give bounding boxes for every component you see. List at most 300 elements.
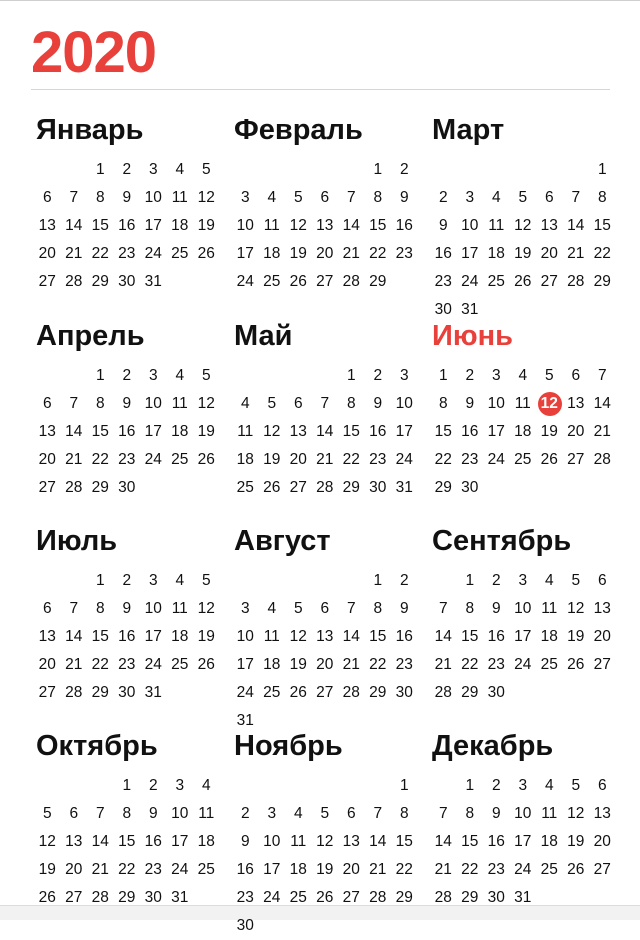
day-cell[interactable]: 29 — [395, 889, 413, 906]
day-cell[interactable]: 31 — [395, 479, 413, 496]
day-cell[interactable]: 1 — [465, 572, 475, 589]
day-cell[interactable]: 24 — [171, 861, 189, 878]
day-cell[interactable]: 23 — [487, 861, 505, 878]
day-cell[interactable]: 1 — [438, 367, 448, 384]
day-cell[interactable]: 25 — [289, 889, 307, 906]
day-cell[interactable]: 12 — [197, 600, 215, 617]
day-cell[interactable]: 15 — [434, 423, 452, 440]
day-cell[interactable]: 24 — [144, 245, 162, 262]
day-cell[interactable]: 6 — [69, 805, 79, 822]
day-cell[interactable]: 6 — [571, 367, 581, 384]
day-cell[interactable]: 10 — [144, 395, 162, 412]
day-cell[interactable]: 6 — [544, 189, 554, 206]
day-cell[interactable]: 11 — [514, 395, 531, 412]
day-cell[interactable]: 19 — [567, 833, 585, 850]
day-cell[interactable]: 14 — [567, 217, 585, 234]
day-cell[interactable]: 3 — [518, 572, 528, 589]
day-cell[interactable]: 17 — [514, 628, 532, 645]
day-cell[interactable]: 20 — [38, 656, 56, 673]
day-cell[interactable]: 19 — [263, 451, 281, 468]
day-cell[interactable]: 7 — [346, 600, 356, 617]
day-cell[interactable]: 10 — [236, 217, 254, 234]
day-cell[interactable]: 7 — [571, 189, 581, 206]
day-cell[interactable]: 17 — [144, 423, 162, 440]
day-cell[interactable]: 27 — [342, 889, 360, 906]
day-cell[interactable]: 1 — [373, 161, 383, 178]
day-cell[interactable]: 25 — [514, 451, 532, 468]
day-cell[interactable]: 20 — [316, 245, 334, 262]
day-cell[interactable]: 11 — [237, 423, 254, 440]
day-cell[interactable]: 14 — [434, 833, 452, 850]
day-cell[interactable]: 5 — [42, 805, 52, 822]
day-cell[interactable]: 9 — [438, 217, 448, 234]
day-cell[interactable]: 19 — [514, 245, 532, 262]
day-cell[interactable]: 16 — [434, 245, 452, 262]
day-cell[interactable]: 11 — [488, 217, 505, 234]
day-cell[interactable]: 22 — [369, 245, 387, 262]
day-cell[interactable]: 2 — [399, 572, 409, 589]
day-cell[interactable]: 4 — [240, 395, 250, 412]
day-cell[interactable]: 1 — [597, 161, 607, 178]
day-cell[interactable]: 5 — [571, 572, 581, 589]
day-cell[interactable]: 3 — [148, 572, 158, 589]
day-cell[interactable]: 26 — [567, 656, 585, 673]
day-cell[interactable]: 9 — [122, 600, 132, 617]
day-cell[interactable]: 24 — [461, 273, 479, 290]
day-cell[interactable]: 18 — [197, 833, 215, 850]
day-cell[interactable]: 5 — [201, 367, 211, 384]
day-cell[interactable]: 3 — [491, 367, 501, 384]
day-cell[interactable]: 30 — [434, 301, 452, 318]
day-cell[interactable]: 24 — [236, 684, 254, 701]
day-cell[interactable]: 2 — [399, 161, 409, 178]
day-cell[interactable]: 31 — [236, 712, 254, 729]
day-cell[interactable]: 6 — [42, 600, 52, 617]
day-cell[interactable]: 1 — [465, 777, 475, 794]
day-cell[interactable]: 19 — [540, 423, 558, 440]
day-cell[interactable]: 14 — [369, 833, 387, 850]
day-cell[interactable]: 23 — [461, 451, 479, 468]
day-cell[interactable]: 16 — [395, 217, 413, 234]
day-cell[interactable]: 10 — [263, 833, 281, 850]
day-cell[interactable]: 4 — [267, 600, 277, 617]
day-cell[interactable]: 1 — [95, 572, 105, 589]
day-cell[interactable]: 13 — [38, 217, 56, 234]
day-cell[interactable]: 26 — [540, 451, 558, 468]
day-cell[interactable]: 1 — [346, 367, 356, 384]
day-cell[interactable]: 5 — [267, 395, 277, 412]
day-cell[interactable]: 26 — [197, 656, 215, 673]
month-4[interactable] — [34, 318, 219, 518]
day-cell[interactable]: 23 — [236, 889, 254, 906]
day-cell[interactable]: 2 — [373, 367, 383, 384]
day-cell[interactable]: 15 — [91, 217, 109, 234]
day-cell[interactable]: 4 — [175, 161, 185, 178]
day-cell[interactable]: 23 — [434, 273, 452, 290]
day-cell[interactable]: 16 — [369, 423, 387, 440]
day-cell[interactable]: 20 — [540, 245, 558, 262]
day-cell[interactable]: 3 — [399, 367, 409, 384]
day-cell[interactable]: 4 — [293, 805, 303, 822]
day-cell[interactable]: 27 — [38, 273, 56, 290]
day-cell[interactable]: 11 — [171, 395, 188, 412]
day-cell[interactable]: 30 — [118, 684, 136, 701]
day-cell[interactable]: 24 — [263, 889, 281, 906]
day-cell[interactable]: 30 — [461, 479, 479, 496]
day-cell[interactable]: 27 — [316, 273, 334, 290]
day-cell[interactable]: 8 — [346, 395, 356, 412]
day-cell[interactable]: 12 — [567, 600, 585, 617]
day-cell[interactable]: 21 — [369, 861, 387, 878]
day-cell[interactable]: 18 — [487, 245, 505, 262]
day-cell[interactable]: 23 — [118, 245, 136, 262]
day-cell[interactable]: 10 — [171, 805, 189, 822]
day-cell[interactable]: 11 — [263, 628, 280, 645]
day-cell[interactable]: 17 — [514, 833, 532, 850]
day-cell[interactable]: 14 — [65, 628, 83, 645]
day-cell[interactable]: 29 — [461, 889, 479, 906]
day-cell[interactable]: 2 — [122, 367, 132, 384]
day-cell[interactable]: 21 — [91, 861, 109, 878]
day-cell[interactable]: 27 — [289, 479, 307, 496]
day-cell[interactable]: 1 — [399, 777, 409, 794]
day-cell[interactable]: 22 — [91, 656, 109, 673]
day-cell[interactable]: 21 — [342, 245, 360, 262]
day-cell[interactable]: 16 — [118, 423, 136, 440]
day-cell[interactable]: 27 — [540, 273, 558, 290]
day-cell[interactable]: 13 — [38, 423, 56, 440]
day-cell[interactable]: 1 — [122, 777, 132, 794]
day-cell[interactable]: 26 — [316, 889, 334, 906]
day-cell[interactable]: 21 — [434, 656, 452, 673]
day-cell[interactable]: 18 — [540, 833, 558, 850]
day-cell[interactable]: 2 — [491, 572, 501, 589]
day-cell[interactable]: 21 — [567, 245, 585, 262]
day-cell[interactable]: 11 — [541, 805, 558, 822]
day-cell[interactable]: 7 — [438, 600, 448, 617]
day-cell[interactable]: 9 — [148, 805, 158, 822]
day-cell[interactable]: 12 — [289, 628, 307, 645]
day-cell[interactable]: 25 — [263, 273, 281, 290]
day-cell[interactable]: 22 — [434, 451, 452, 468]
day-cell[interactable]: 20 — [316, 656, 334, 673]
day-cell[interactable]: 24 — [514, 861, 532, 878]
day-cell[interactable]: 23 — [118, 451, 136, 468]
month-3[interactable] — [430, 112, 615, 318]
day-cell[interactable]: 13 — [38, 628, 56, 645]
month-6[interactable] — [430, 318, 615, 518]
day-cell[interactable]: 19 — [289, 656, 307, 673]
day-cell[interactable]: 17 — [263, 861, 281, 878]
day-cell[interactable]: 10 — [461, 217, 479, 234]
day-cell[interactable]: 16 — [144, 833, 162, 850]
day-cell[interactable]: 6 — [320, 189, 330, 206]
day-cell[interactable]: 10 — [487, 395, 505, 412]
day-cell[interactable]: 8 — [399, 805, 409, 822]
day-cell[interactable]: 22 — [461, 656, 479, 673]
day-cell[interactable]: 14 — [593, 395, 611, 412]
day-cell[interactable]: 5 — [320, 805, 330, 822]
day-cell[interactable]: 5 — [544, 367, 554, 384]
day-cell[interactable]: 23 — [118, 656, 136, 673]
day-cell[interactable]: 26 — [514, 273, 532, 290]
day-cell[interactable]: 11 — [171, 600, 188, 617]
day-cell[interactable]: 9 — [491, 600, 501, 617]
day-cell[interactable]: 9 — [373, 395, 383, 412]
day-cell[interactable]: 3 — [267, 805, 277, 822]
day-cell[interactable]: 7 — [438, 805, 448, 822]
day-cell[interactable]: 21 — [434, 861, 452, 878]
day-cell[interactable]: 7 — [95, 805, 105, 822]
day-cell[interactable]: 20 — [38, 451, 56, 468]
day-cell[interactable]: 28 — [65, 273, 83, 290]
day-cell[interactable]: 22 — [369, 656, 387, 673]
day-cell[interactable]: 16 — [395, 628, 413, 645]
day-cell[interactable]: 1 — [95, 367, 105, 384]
day-cell[interactable]: 28 — [434, 684, 452, 701]
day-cell[interactable]: 16 — [118, 628, 136, 645]
day-cell[interactable]: 26 — [567, 861, 585, 878]
day-cell[interactable]: 15 — [91, 628, 109, 645]
day-cell[interactable]: 5 — [571, 777, 581, 794]
day-cell[interactable]: 1 — [373, 572, 383, 589]
day-cell[interactable]: 27 — [593, 861, 611, 878]
day-cell[interactable]: 30 — [144, 889, 162, 906]
day-cell[interactable]: 8 — [373, 600, 383, 617]
month-9[interactable] — [430, 523, 615, 723]
day-cell[interactable]: 27 — [65, 889, 83, 906]
day-cell[interactable]: 20 — [38, 245, 56, 262]
day-cell[interactable]: 2 — [240, 805, 250, 822]
day-cell[interactable]: 13 — [65, 833, 83, 850]
month-11[interactable] — [232, 728, 417, 934]
day-cell[interactable]: 8 — [438, 395, 448, 412]
day-cell[interactable]: 23 — [369, 451, 387, 468]
day-cell[interactable]: 29 — [91, 273, 109, 290]
day-cell[interactable]: 10 — [514, 600, 532, 617]
day-cell[interactable]: 17 — [395, 423, 413, 440]
day-cell[interactable]: 18 — [171, 217, 189, 234]
day-cell[interactable]: 15 — [369, 217, 387, 234]
day-cell[interactable]: 9 — [122, 395, 132, 412]
day-cell[interactable]: 31 — [171, 889, 189, 906]
day-cell[interactable]: 18 — [289, 861, 307, 878]
day-cell[interactable]: 19 — [567, 628, 585, 645]
month-5[interactable] — [232, 318, 417, 518]
day-cell[interactable]: 30 — [236, 917, 254, 934]
day-cell[interactable]: 2 — [438, 189, 448, 206]
year-title[interactable]: 2020 — [31, 20, 157, 85]
day-cell[interactable]: 22 — [91, 451, 109, 468]
day-cell[interactable]: 13 — [593, 600, 611, 617]
day-cell[interactable]: 21 — [342, 656, 360, 673]
day-cell[interactable]: 27 — [593, 656, 611, 673]
day-cell[interactable]: 25 — [171, 656, 189, 673]
day-cell[interactable]: 3 — [148, 161, 158, 178]
day-cell[interactable]: 25 — [171, 245, 189, 262]
day-cell[interactable]: 29 — [91, 479, 109, 496]
day-cell[interactable]: 28 — [65, 684, 83, 701]
day-cell[interactable]: 14 — [342, 628, 360, 645]
day-cell[interactable]: 8 — [122, 805, 132, 822]
day-cell[interactable]: 23 — [395, 656, 413, 673]
day-cell[interactable]: 10 — [144, 189, 162, 206]
day-cell[interactable]: 15 — [593, 217, 611, 234]
day-cell[interactable]: 28 — [567, 273, 585, 290]
day-cell[interactable]: 26 — [197, 451, 215, 468]
day-cell[interactable]: 26 — [263, 479, 281, 496]
day-cell[interactable]: 9 — [240, 833, 250, 850]
day-cell[interactable]: 1 — [95, 161, 105, 178]
day-cell[interactable]: 2 — [148, 777, 158, 794]
today-day-cell[interactable]: 12 — [536, 390, 563, 418]
day-cell[interactable]: 4 — [175, 572, 185, 589]
day-cell[interactable]: 6 — [42, 395, 52, 412]
day-cell[interactable]: 24 — [487, 451, 505, 468]
day-cell[interactable]: 10 — [236, 628, 254, 645]
day-cell[interactable]: 16 — [461, 423, 479, 440]
day-cell[interactable]: 12 — [316, 833, 334, 850]
day-cell[interactable]: 11 — [171, 189, 188, 206]
day-cell[interactable]: 5 — [201, 572, 211, 589]
day-cell[interactable]: 7 — [346, 189, 356, 206]
day-cell[interactable]: 11 — [198, 805, 215, 822]
day-cell[interactable]: 13 — [593, 805, 611, 822]
day-cell[interactable]: 22 — [342, 451, 360, 468]
day-cell[interactable]: 24 — [144, 451, 162, 468]
day-cell[interactable]: 14 — [316, 423, 334, 440]
day-cell[interactable]: 13 — [540, 217, 558, 234]
day-cell[interactable]: 3 — [240, 600, 250, 617]
day-cell[interactable]: 20 — [289, 451, 307, 468]
day-cell[interactable]: 29 — [369, 684, 387, 701]
day-cell[interactable]: 9 — [399, 600, 409, 617]
day-cell[interactable]: 3 — [518, 777, 528, 794]
day-cell[interactable]: 30 — [118, 273, 136, 290]
day-cell[interactable]: 29 — [118, 889, 136, 906]
month-8[interactable] — [232, 523, 417, 729]
day-cell[interactable]: 9 — [465, 395, 475, 412]
day-cell[interactable]: 29 — [369, 273, 387, 290]
day-cell[interactable]: 10 — [144, 600, 162, 617]
day-cell[interactable]: 28 — [369, 889, 387, 906]
day-cell[interactable]: 16 — [236, 861, 254, 878]
day-cell[interactable]: 23 — [144, 861, 162, 878]
day-cell[interactable]: 19 — [197, 423, 215, 440]
day-cell[interactable]: 6 — [42, 189, 52, 206]
day-cell[interactable]: 21 — [316, 451, 334, 468]
day-cell[interactable]: 23 — [487, 656, 505, 673]
day-cell[interactable]: 28 — [342, 684, 360, 701]
day-cell[interactable]: 17 — [171, 833, 189, 850]
day-cell[interactable]: 4 — [175, 367, 185, 384]
day-cell[interactable]: 17 — [236, 656, 254, 673]
day-cell[interactable]: 17 — [487, 423, 505, 440]
day-cell[interactable]: 25 — [487, 273, 505, 290]
day-cell[interactable]: 4 — [544, 777, 554, 794]
day-cell[interactable]: 2 — [122, 161, 132, 178]
day-cell[interactable]: 7 — [69, 395, 79, 412]
day-cell[interactable]: 12 — [197, 395, 215, 412]
day-cell[interactable]: 17 — [461, 245, 479, 262]
day-cell[interactable]: 19 — [316, 861, 334, 878]
day-cell[interactable]: 16 — [487, 628, 505, 645]
day-cell[interactable]: 18 — [236, 451, 254, 468]
day-cell[interactable]: 24 — [395, 451, 413, 468]
day-cell[interactable]: 7 — [69, 600, 79, 617]
day-cell[interactable]: 29 — [461, 684, 479, 701]
day-cell[interactable]: 6 — [597, 572, 607, 589]
day-cell[interactable]: 27 — [567, 451, 585, 468]
day-cell[interactable]: 15 — [461, 833, 479, 850]
day-cell[interactable]: 22 — [593, 245, 611, 262]
day-cell[interactable]: 6 — [346, 805, 356, 822]
day-cell[interactable]: 20 — [65, 861, 83, 878]
day-cell[interactable]: 21 — [65, 656, 83, 673]
day-cell[interactable]: 20 — [593, 833, 611, 850]
day-cell[interactable]: 19 — [289, 245, 307, 262]
day-cell[interactable]: 14 — [434, 628, 452, 645]
day-cell[interactable]: 28 — [342, 273, 360, 290]
day-cell[interactable]: 26 — [197, 245, 215, 262]
day-cell[interactable]: 7 — [320, 395, 330, 412]
day-cell[interactable]: 23 — [395, 245, 413, 262]
day-cell[interactable]: 29 — [434, 479, 452, 496]
day-cell[interactable]: 4 — [518, 367, 528, 384]
day-cell[interactable]: 17 — [144, 217, 162, 234]
day-cell[interactable]: 30 — [118, 479, 136, 496]
day-cell[interactable]: 16 — [118, 217, 136, 234]
day-cell[interactable]: 18 — [263, 245, 281, 262]
day-cell[interactable]: 30 — [395, 684, 413, 701]
day-cell[interactable]: 9 — [399, 189, 409, 206]
day-cell[interactable]: 30 — [487, 889, 505, 906]
day-cell[interactable]: 26 — [38, 889, 56, 906]
day-cell[interactable]: 16 — [487, 833, 505, 850]
day-cell[interactable]: 28 — [593, 451, 611, 468]
day-cell[interactable]: 31 — [144, 684, 162, 701]
day-cell[interactable]: 8 — [95, 189, 105, 206]
day-cell[interactable]: 5 — [201, 161, 211, 178]
month-10[interactable] — [34, 728, 219, 928]
day-cell[interactable]: 9 — [491, 805, 501, 822]
day-cell[interactable]: 25 — [263, 684, 281, 701]
day-cell[interactable]: 15 — [342, 423, 360, 440]
day-cell[interactable]: 28 — [65, 479, 83, 496]
day-cell[interactable]: 8 — [465, 600, 475, 617]
day-cell[interactable]: 15 — [118, 833, 136, 850]
day-cell[interactable]: 20 — [342, 861, 360, 878]
day-cell[interactable]: 29 — [593, 273, 611, 290]
day-cell[interactable]: 20 — [593, 628, 611, 645]
day-cell[interactable]: 18 — [171, 628, 189, 645]
day-cell[interactable]: 17 — [236, 245, 254, 262]
day-cell[interactable]: 19 — [197, 217, 215, 234]
day-cell[interactable]: 18 — [540, 628, 558, 645]
day-cell[interactable]: 11 — [541, 600, 558, 617]
day-cell[interactable]: 25 — [236, 479, 254, 496]
day-cell[interactable]: 29 — [91, 684, 109, 701]
day-cell[interactable]: 13 — [316, 217, 334, 234]
day-cell[interactable]: 14 — [65, 423, 83, 440]
day-cell[interactable]: 27 — [38, 479, 56, 496]
day-cell[interactable]: 5 — [293, 189, 303, 206]
day-cell[interactable]: 8 — [465, 805, 475, 822]
day-cell[interactable]: 21 — [593, 423, 611, 440]
day-cell[interactable]: 7 — [373, 805, 383, 822]
day-cell[interactable]: 8 — [373, 189, 383, 206]
day-cell[interactable]: 3 — [240, 189, 250, 206]
